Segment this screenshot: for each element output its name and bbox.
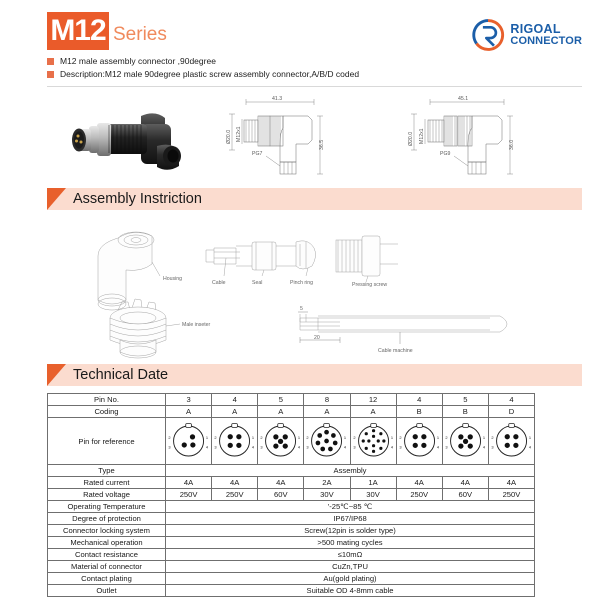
dim-thread-right: M12x1 bbox=[419, 128, 425, 144]
row-header-pin-no: Pin No. bbox=[48, 394, 166, 406]
assembly-diagram bbox=[0, 214, 600, 364]
table-row bbox=[48, 549, 535, 561]
pin-diagram-cell bbox=[442, 418, 488, 465]
cell-rated-current: 4A bbox=[212, 477, 258, 489]
bullet-text: M12 male assembly connector ,90degree bbox=[60, 56, 216, 66]
cell-coding: A bbox=[212, 406, 258, 418]
table-row bbox=[48, 513, 535, 525]
table-row bbox=[48, 489, 535, 501]
svg-text:1: 1 bbox=[436, 435, 439, 441]
page-header bbox=[0, 0, 600, 88]
assembly-part-pressing-screw bbox=[336, 236, 398, 282]
assembly-section-banner bbox=[47, 188, 582, 214]
cell-pin-no: 4 bbox=[396, 394, 442, 406]
pin-layout-icon bbox=[398, 418, 441, 464]
dim-height-left: 36.5 bbox=[319, 139, 325, 150]
cell-coding: A bbox=[166, 406, 212, 418]
cell-rated-current: 4A bbox=[488, 477, 534, 489]
pin-diagram-cell bbox=[166, 418, 212, 465]
assembly-section-title: Assembly Instriction bbox=[73, 191, 202, 207]
svg-text:3: 3 bbox=[445, 444, 448, 450]
cell-rated-current: 4A bbox=[166, 477, 212, 489]
svg-text:2: 2 bbox=[399, 435, 402, 441]
cell-rated-voltage: 250V bbox=[396, 489, 442, 501]
cell-pin-no: 5 bbox=[258, 394, 304, 406]
series-label: Series bbox=[113, 24, 167, 45]
dim-height-right: 36.0 bbox=[509, 139, 515, 150]
assembly-label-pressing-screw: Pressing screw bbox=[352, 282, 388, 288]
svg-text:1: 1 bbox=[205, 435, 209, 441]
cell-rated-current: 4A bbox=[258, 477, 304, 489]
row-header-mechanical-operation: Mechanical operation bbox=[48, 537, 166, 549]
row-header-rated-current: Rated current bbox=[48, 477, 166, 489]
pin-layout-icon bbox=[213, 418, 256, 464]
pin-layout-icon bbox=[167, 418, 210, 464]
svg-text:1: 1 bbox=[390, 435, 393, 441]
cable-machine-dim-20: 20 bbox=[314, 335, 320, 341]
assembly-label-cable: Cable bbox=[212, 280, 226, 286]
cell-coding: B bbox=[442, 406, 488, 418]
table-row bbox=[48, 501, 535, 513]
cell-type: Assembly bbox=[166, 465, 535, 477]
row-header-outlet: Outlet bbox=[48, 585, 166, 597]
cell-contact-resistance: ≤10mΩ bbox=[166, 549, 535, 561]
cell-outlet: Suitable OD 4-8mm cable bbox=[166, 585, 535, 597]
logo-line-1: RIGOAL bbox=[510, 22, 561, 37]
cell-coding: A bbox=[258, 406, 304, 418]
assembly-part-seal bbox=[252, 242, 276, 276]
row-header-operating-temperature: Operating Temperature bbox=[48, 501, 166, 513]
cell-operating-temperature: '-25℃~85 ℃ bbox=[166, 501, 535, 513]
header-bullets bbox=[47, 56, 359, 82]
row-header-connector-locking-system: Connector locking system bbox=[48, 525, 166, 537]
cell-coding: A bbox=[350, 406, 396, 418]
cell-material-of-connector: CuZn,TPU bbox=[166, 561, 535, 573]
dim-gland-left: PG7 bbox=[252, 151, 263, 157]
bullet-square-icon bbox=[47, 58, 54, 65]
m12-badge: M12 bbox=[47, 12, 109, 50]
assembly-label-housing: Housing bbox=[163, 276, 183, 282]
cell-rated-current: 4A bbox=[442, 477, 488, 489]
pin-diagram-cell bbox=[488, 418, 534, 465]
svg-text:1: 1 bbox=[482, 435, 485, 441]
dim-thread-left: M12x1 bbox=[236, 126, 242, 142]
svg-text:3: 3 bbox=[306, 444, 309, 450]
svg-text:2: 2 bbox=[168, 435, 171, 441]
cell-pin-no: 4 bbox=[212, 394, 258, 406]
pin-diagram-cell bbox=[304, 418, 350, 465]
svg-text:2: 2 bbox=[306, 435, 309, 441]
cell-rated-current: 4A bbox=[396, 477, 442, 489]
pin-layout-icon bbox=[352, 418, 395, 464]
dim-length-right: 45.1 bbox=[458, 96, 469, 102]
bullet-item bbox=[47, 56, 359, 66]
pin-layout-icon bbox=[305, 418, 348, 464]
svg-text:3: 3 bbox=[168, 444, 171, 450]
cell-mechanical-operation: >500 mating cycles bbox=[166, 537, 535, 549]
cell-rated-voltage: 30V bbox=[350, 489, 396, 501]
pin-diagram-cell bbox=[350, 418, 396, 465]
svg-text:4: 4 bbox=[298, 444, 301, 450]
row-header-coding: Coding bbox=[48, 406, 166, 418]
svg-text:3: 3 bbox=[214, 444, 217, 450]
banner-triangle-icon bbox=[47, 364, 66, 386]
cell-rated-voltage: 250V bbox=[488, 489, 534, 501]
svg-text:4: 4 bbox=[205, 444, 209, 450]
rigoal-r-icon bbox=[471, 18, 505, 52]
cable-machine-dim-5: 5 bbox=[300, 306, 303, 312]
row-header-contact-plating: Contact plating bbox=[48, 573, 166, 585]
row-header-material-of-connector: Material of connector bbox=[48, 561, 166, 573]
banner-triangle-icon bbox=[47, 188, 66, 210]
svg-text:1: 1 bbox=[344, 435, 347, 441]
cell-rated-voltage: 250V bbox=[212, 489, 258, 501]
cell-pin-no: 8 bbox=[304, 394, 350, 406]
technical-section-banner bbox=[47, 364, 582, 390]
assembly-part-pinch-ring bbox=[296, 241, 316, 276]
table-row bbox=[48, 394, 535, 406]
brand-logo bbox=[471, 18, 582, 52]
cell-pin-no: 5 bbox=[442, 394, 488, 406]
product-photo bbox=[45, 94, 220, 186]
table-row bbox=[48, 477, 535, 489]
cell-rated-voltage: 250V bbox=[166, 489, 212, 501]
pin-diagram-cell bbox=[396, 418, 442, 465]
assembly-label-male-inseter: Male inseter bbox=[182, 322, 211, 328]
svg-text:4: 4 bbox=[390, 444, 393, 450]
table-row bbox=[48, 537, 535, 549]
cell-rated-current: 1A bbox=[350, 477, 396, 489]
cell-pin-no: 12 bbox=[350, 394, 396, 406]
cell-rated-voltage: 30V bbox=[304, 489, 350, 501]
svg-text:4: 4 bbox=[528, 444, 531, 450]
technical-drawing-pg7 bbox=[222, 88, 382, 188]
cell-rated-current: 2A bbox=[304, 477, 350, 489]
pin-layout-icon bbox=[259, 418, 302, 464]
cell-pin-no: 3 bbox=[166, 394, 212, 406]
svg-text:1: 1 bbox=[528, 435, 531, 441]
svg-text:2: 2 bbox=[214, 435, 217, 441]
logo-line-2: CONNECTOR bbox=[510, 34, 582, 47]
pin-diagram-cell bbox=[258, 418, 304, 465]
svg-text:2: 2 bbox=[352, 435, 356, 441]
table-row bbox=[48, 465, 535, 477]
table-row bbox=[48, 573, 535, 585]
dim-gland-right: PG9 bbox=[440, 151, 451, 157]
cell-rated-voltage: 60V bbox=[442, 489, 488, 501]
pin-layout-icon bbox=[490, 418, 533, 464]
svg-text:2: 2 bbox=[445, 435, 448, 441]
cell-connector-locking-system: Screw(12pin is solder type) bbox=[166, 525, 535, 537]
svg-text:4: 4 bbox=[344, 444, 347, 450]
assembly-part-cable-machine bbox=[298, 306, 507, 344]
row-header-type: Type bbox=[48, 465, 166, 477]
assembly-label-pinch-ring: Pinch ring bbox=[290, 280, 314, 286]
row-header-contact-resistance: Contact resistance bbox=[48, 549, 166, 561]
cell-degree-of-protection: IP67/IP68 bbox=[166, 513, 535, 525]
svg-text:3: 3 bbox=[491, 444, 494, 450]
cell-coding: B bbox=[396, 406, 442, 418]
cell-coding: A bbox=[304, 406, 350, 418]
svg-text:4: 4 bbox=[252, 444, 255, 450]
technical-data-table bbox=[47, 393, 535, 597]
bullet-square-icon bbox=[47, 71, 54, 78]
table-row bbox=[48, 585, 535, 597]
dim-length-left: 41.3 bbox=[272, 96, 283, 102]
dim-diameter-right: Ø20.0 bbox=[408, 131, 414, 146]
drawings-row bbox=[0, 88, 600, 188]
table-row bbox=[48, 406, 535, 418]
svg-text:4: 4 bbox=[482, 444, 485, 450]
bullet-text: Description:M12 male 90degree plastic screw assembly connector,A/B/D coded bbox=[60, 69, 360, 79]
svg-text:3: 3 bbox=[399, 444, 402, 450]
svg-text:3: 3 bbox=[260, 444, 263, 450]
svg-text:2: 2 bbox=[260, 435, 263, 441]
svg-text:1: 1 bbox=[298, 435, 301, 441]
svg-text:1: 1 bbox=[252, 435, 255, 441]
assembly-label-cable-machine: Cable machine bbox=[378, 348, 413, 354]
bullet-item bbox=[47, 69, 359, 79]
cell-rated-voltage: 60V bbox=[258, 489, 304, 501]
row-header-pin-reference: Pin for reference bbox=[48, 418, 166, 465]
table-row bbox=[48, 525, 535, 537]
assembly-label-seal: Seal bbox=[252, 280, 263, 286]
pin-diagram-cell bbox=[212, 418, 258, 465]
table-row bbox=[48, 561, 535, 573]
cell-coding: D bbox=[488, 406, 534, 418]
assembly-part-housing bbox=[98, 232, 160, 310]
svg-text:2: 2 bbox=[491, 435, 494, 441]
table-row-pin-reference bbox=[48, 418, 535, 465]
row-header-rated-voltage: Rated voltage bbox=[48, 489, 166, 501]
cell-contact-plating: Au(gold plating) bbox=[166, 573, 535, 585]
cell-pin-no: 4 bbox=[488, 394, 534, 406]
row-header-degree-of-protection: Degree of protection bbox=[48, 513, 166, 525]
technical-section-title: Technical Date bbox=[73, 367, 169, 383]
assembly-part-male-inseter bbox=[110, 299, 180, 358]
header-divider bbox=[47, 86, 582, 87]
technical-drawing-pg9 bbox=[400, 88, 575, 188]
dim-diameter-left: Ø20.0 bbox=[226, 129, 232, 144]
pin-layout-icon bbox=[444, 418, 487, 464]
svg-text:4: 4 bbox=[436, 444, 439, 450]
svg-text:3: 3 bbox=[352, 444, 356, 450]
